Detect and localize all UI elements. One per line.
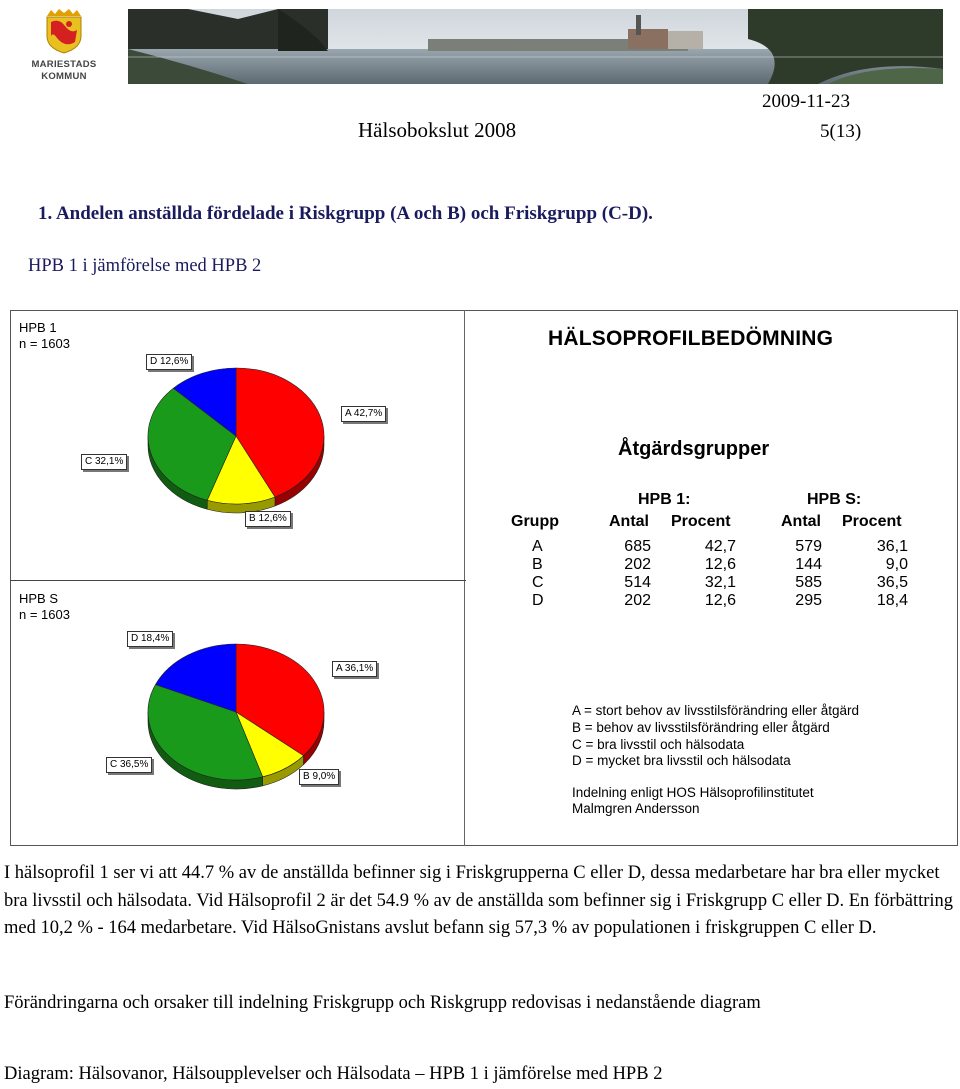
legend-d: D = mycket bra livsstil och hälsodata <box>572 753 791 768</box>
table-title: HÄLSOPROFILBEDÖMNING <box>548 327 834 350</box>
body-paragraph-1: I hälsoprofil 1 ser vi att 44.7 % av de anställda befinner sig i Friskgrupperna C eller D, dessa medarbetare har bra eller mycket bra livsstil och hälsodata. Vid Hälsoprofil 2 är det 54.9 % av de anställda som befinner sig i Friskgrupp C eller D. En förbättring med 10,2 % - 164 medarbetare. Vid HälsoGnistans avslut befann sig 57,3 % av populationen i friskgruppen C eller D. <box>4 863 954 938</box>
table-cell-r2-c4: 36,5 <box>876 574 908 591</box>
table-subtitle: Åtgärdsgrupper <box>618 438 770 460</box>
group-header-hpb1: HPB 1: <box>638 491 691 508</box>
pie1-label-c: C 32,1% <box>81 454 127 470</box>
pie1-subtitle: n = 1603 <box>19 336 70 351</box>
col-header-procent1: Procent <box>671 513 731 530</box>
legend-b: B = behov av livsstilsförändring eller åtgärd <box>572 720 830 735</box>
figure-divider-horizontal <box>10 580 466 581</box>
pie1-label-b: B 12,6% <box>245 511 291 527</box>
document-date: 2009-11-23 <box>762 91 850 112</box>
legend-a: A = stort behov av livsstilsförändring eller åtgärd <box>572 703 860 718</box>
pie2-label-c: C 36,5% <box>106 757 152 773</box>
table-cell-r0-c0: A <box>532 538 543 555</box>
table-cell-r1-c3: 144 <box>795 556 822 573</box>
pie1-label-a: A 42,7% <box>341 406 386 422</box>
table-cell-r3-c0: D <box>532 592 544 609</box>
page-number: 5(13) <box>820 121 862 142</box>
table-cell-r3-c3: 295 <box>795 592 822 609</box>
pie1-label-d: D 12,6% <box>146 354 192 370</box>
body-paragraph-2: Förändringarna och orsaker till indelning Friskgrupp och Riskgrupp redovisas i nedanstående diagram <box>4 993 761 1013</box>
section-subheading: HPB 1 i jämförelse med HPB 2 <box>28 256 262 276</box>
logo-text-line2: KOMMUN <box>41 71 87 82</box>
logo-text-line1: MARIESTADS <box>31 59 97 70</box>
pie2-label-b: B 9,0% <box>299 769 339 785</box>
pie1-title: HPB 1 <box>19 320 57 335</box>
pie-chart-hpb1 <box>130 360 350 520</box>
source-line1: Indelning enligt HOS Hälsoprofilinstitutet <box>572 785 814 800</box>
col-header-procent2: Procent <box>842 513 902 530</box>
table-cell-r1-c2: 12,6 <box>704 556 736 573</box>
source-line2: Malmgren Andersson <box>572 801 700 816</box>
table-cell-r0-c1: 685 <box>624 538 651 555</box>
table-cell-r3-c1: 202 <box>624 592 651 609</box>
table-cell-r1-c1: 202 <box>624 556 651 573</box>
table-cell-r1-c4: 9,0 <box>885 556 908 573</box>
document-title: Hälsobokslut 2008 <box>358 118 517 142</box>
harbor-panorama-banner <box>128 9 943 84</box>
figure-divider-vertical <box>464 310 465 846</box>
table-cell-r2-c2: 32,1 <box>704 574 736 591</box>
table-cell-r3-c4: 18,4 <box>876 592 908 609</box>
col-header-grupp: Grupp <box>511 513 559 530</box>
pie2-title: HPB S <box>19 591 59 606</box>
body-paragraph-3: Diagram: Hälsovanor, Hälsoupplevelser och Hälsodata – HPB 1 i jämförelse med HPB 2 <box>4 1064 663 1084</box>
table-cell-r2-c1: 514 <box>624 574 651 591</box>
municipality-logo <box>22 8 106 88</box>
group-header-hpbs: HPB S: <box>807 491 862 508</box>
table-cell-r1-c0: B <box>532 556 543 573</box>
table-cell-r2-c0: C <box>532 574 544 591</box>
legend-c: C = bra livsstil och hälsodata <box>572 737 745 752</box>
table-cell-r0-c2: 42,7 <box>704 538 736 555</box>
coat-of-arms-icon <box>45 8 83 54</box>
table-cell-r0-c3: 579 <box>795 538 822 555</box>
col-header-antal2: Antal <box>781 513 821 530</box>
table-cell-r0-c4: 36,1 <box>876 538 908 555</box>
col-header-antal1: Antal <box>609 513 649 530</box>
pie2-label-a: A 36,1% <box>332 661 377 677</box>
section-heading: 1. Andelen anställda fördelade i Riskgrupp (A och B) och Friskgrupp (C-D). <box>38 203 653 224</box>
pie2-label-d: D 18,4% <box>127 631 173 647</box>
table-cell-r3-c2: 12,6 <box>704 592 736 609</box>
table-cell-r2-c3: 585 <box>795 574 822 591</box>
pie2-subtitle: n = 1603 <box>19 607 70 622</box>
